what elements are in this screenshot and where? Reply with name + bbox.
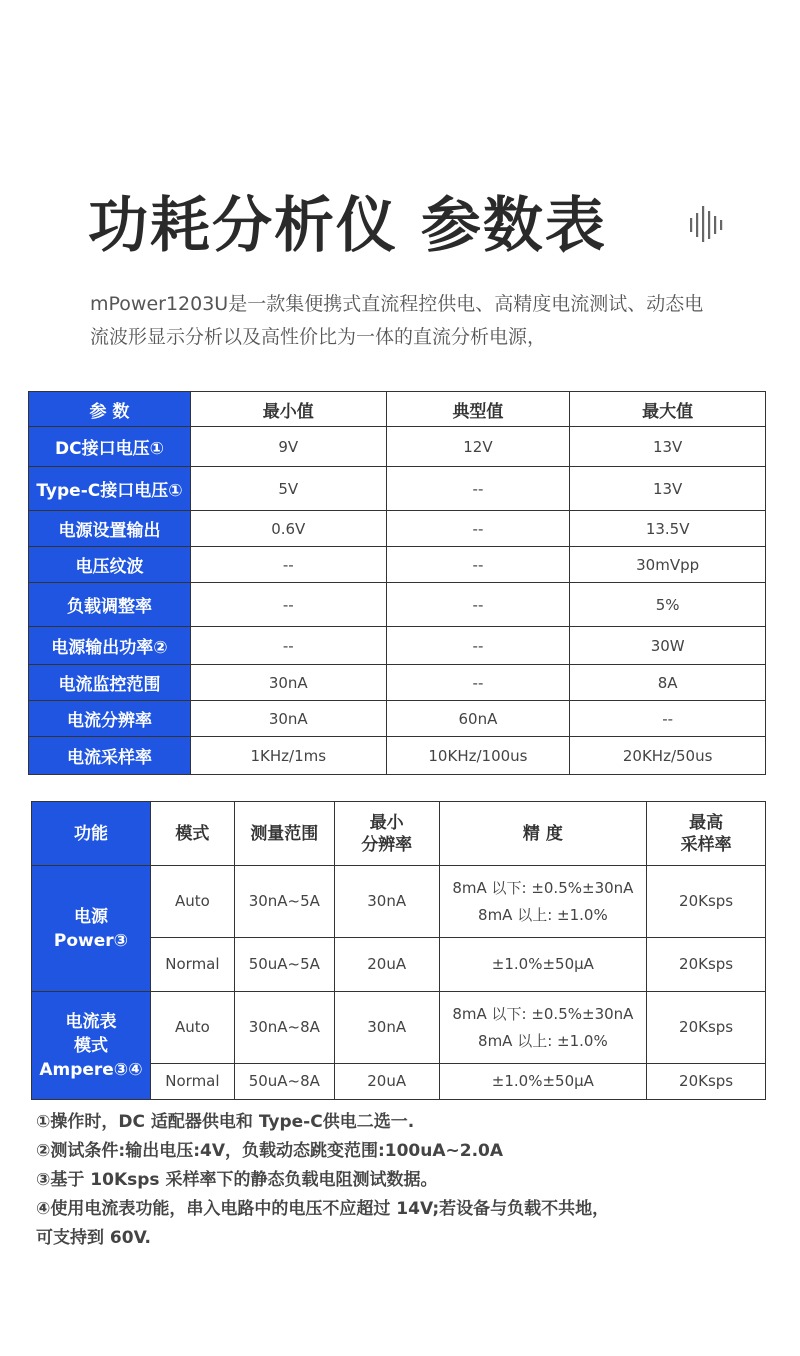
param-name: 负载调整率 [29, 583, 191, 627]
params-header-typ: 典型值 [386, 392, 570, 427]
resolution-cell: 20uA [334, 938, 439, 992]
table-row [29, 583, 766, 627]
param-max: 13.5V [570, 511, 766, 547]
function-header-row [32, 802, 766, 866]
mode-cell: Auto [150, 992, 234, 1064]
function-group-power [32, 866, 151, 992]
range-cell: 30nA~8A [234, 992, 334, 1064]
range-cell: 30nA~5A [234, 866, 334, 938]
mode-cell: Normal [150, 938, 234, 992]
accuracy-line-1: 8mA 以下: ±0.5%±30nA [452, 1004, 634, 1023]
mode-cell: Auto [150, 866, 234, 938]
rate-label-2: 采样率 [680, 834, 732, 855]
table-row [29, 737, 766, 775]
param-typ: -- [386, 547, 570, 583]
param-min: 1KHz/1ms [190, 737, 386, 775]
param-typ: -- [386, 627, 570, 665]
function-header-range: 测量范围 [234, 802, 334, 866]
param-typ: 60nA [386, 701, 570, 737]
param-name: 电流采样率 [29, 737, 191, 775]
intro-line-2: 流波形显示分析以及高性价比为一体的直流分析电源， [90, 326, 547, 348]
table-row [29, 467, 766, 511]
accuracy-line-1: 8mA 以下: ±0.5%±30nA [452, 878, 634, 897]
param-min: 5V [190, 467, 386, 511]
param-min: 30nA [190, 701, 386, 737]
param-name: 电流分辨率 [29, 701, 191, 737]
sound-wave-icon [688, 204, 724, 244]
table-row [29, 665, 766, 701]
accuracy-line-2: 8mA 以上: ±1.0% [478, 905, 608, 924]
footnote-4-continued: 可支持到 60V. [36, 1228, 151, 1248]
param-min: -- [190, 627, 386, 665]
param-min: -- [190, 583, 386, 627]
accuracy-cell: ±1.0%±50μA [439, 1064, 647, 1100]
table-row [29, 427, 766, 467]
group-label-line-3: Ampere③④ [39, 1059, 143, 1080]
param-max: 13V [570, 467, 766, 511]
resolution-label-2: 分辨率 [361, 834, 413, 855]
table-row [29, 701, 766, 737]
intro-text [90, 288, 730, 354]
param-min: 0.6V [190, 511, 386, 547]
param-typ: -- [386, 467, 570, 511]
function-header-func: 功能 [32, 802, 151, 866]
footnotes [36, 1108, 756, 1253]
footnote-3: ③基于 10Ksps 采样率下的静态负载电阻测试数据。 [36, 1170, 438, 1190]
rate-cell: 20Ksps [647, 1064, 766, 1100]
resolution-cell: 20uA [334, 1064, 439, 1100]
params-header-max: 最大值 [570, 392, 766, 427]
function-group-ampere [32, 992, 151, 1100]
group-label-line-1: 电源 [73, 906, 108, 927]
accuracy-cell: ±1.0%±50μA [439, 938, 647, 992]
param-name: 电源输出功率② [29, 627, 191, 665]
param-max: 30mVpp [570, 547, 766, 583]
function-header-rate [647, 802, 766, 866]
page-title: 功耗分析仪 参数表 [88, 191, 607, 261]
accuracy-cell [439, 866, 647, 938]
param-max: 30W [570, 627, 766, 665]
param-name: DC接口电压① [29, 427, 191, 467]
param-typ: -- [386, 665, 570, 701]
function-header-accuracy: 精 度 [439, 802, 647, 866]
footnote-1: ①操作时，DC 适配器供电和 Type-C供电二选一. [36, 1112, 415, 1132]
rate-cell: 20Ksps [647, 938, 766, 992]
param-name: 电流监控范围 [29, 665, 191, 701]
accuracy-cell [439, 992, 647, 1064]
param-min: 9V [190, 427, 386, 467]
accuracy-line-2: 8mA 以上: ±1.0% [478, 1031, 608, 1050]
params-header-row [29, 392, 766, 427]
param-max: 20KHz/50us [570, 737, 766, 775]
param-min: 30nA [190, 665, 386, 701]
param-min: -- [190, 547, 386, 583]
table-row [32, 992, 766, 1064]
params-header-param: 参 数 [29, 392, 191, 427]
rate-cell: 20Ksps [647, 992, 766, 1064]
param-max: 5% [570, 583, 766, 627]
function-header-mode: 模式 [150, 802, 234, 866]
resolution-cell: 30nA [334, 992, 439, 1064]
param-name: Type-C接口电压① [29, 467, 191, 511]
param-max: -- [570, 701, 766, 737]
group-label-line-2: 模式 [73, 1035, 108, 1056]
group-label-line-1: 电流表 [65, 1011, 117, 1032]
resolution-label-1: 最小 [369, 812, 404, 833]
param-typ: 10KHz/100us [386, 737, 570, 775]
param-name: 电源设置输出 [29, 511, 191, 547]
function-header-resolution [334, 802, 439, 866]
function-table [31, 801, 766, 1100]
range-cell: 50uA~8A [234, 1064, 334, 1100]
rate-label-1: 最高 [689, 812, 724, 833]
table-row [29, 627, 766, 665]
table-row [29, 547, 766, 583]
params-header-min: 最小值 [190, 392, 386, 427]
param-max: 8A [570, 665, 766, 701]
intro-line-1: mPower1203U是一款集便携式直流程控供电、高精度电流测试、动态电 [90, 293, 704, 315]
table-row [29, 511, 766, 547]
param-max: 13V [570, 427, 766, 467]
mode-cell: Normal [150, 1064, 234, 1100]
table-row [32, 866, 766, 938]
group-label-line-2: Power③ [53, 930, 129, 951]
footnote-4: ④使用电流表功能，串入电路中的电压不应超过 14V;若设备与负载不共地， [36, 1199, 610, 1219]
range-cell: 50uA~5A [234, 938, 334, 992]
param-typ: -- [386, 511, 570, 547]
footnote-2: ②测试条件:输出电压:4V，负载动态跳变范围:100uA~2.0A [36, 1141, 504, 1161]
param-name: 电压纹波 [29, 547, 191, 583]
param-typ: -- [386, 583, 570, 627]
resolution-cell: 30nA [334, 866, 439, 938]
rate-cell: 20Ksps [647, 866, 766, 938]
params-table [28, 391, 766, 775]
param-typ: 12V [386, 427, 570, 467]
